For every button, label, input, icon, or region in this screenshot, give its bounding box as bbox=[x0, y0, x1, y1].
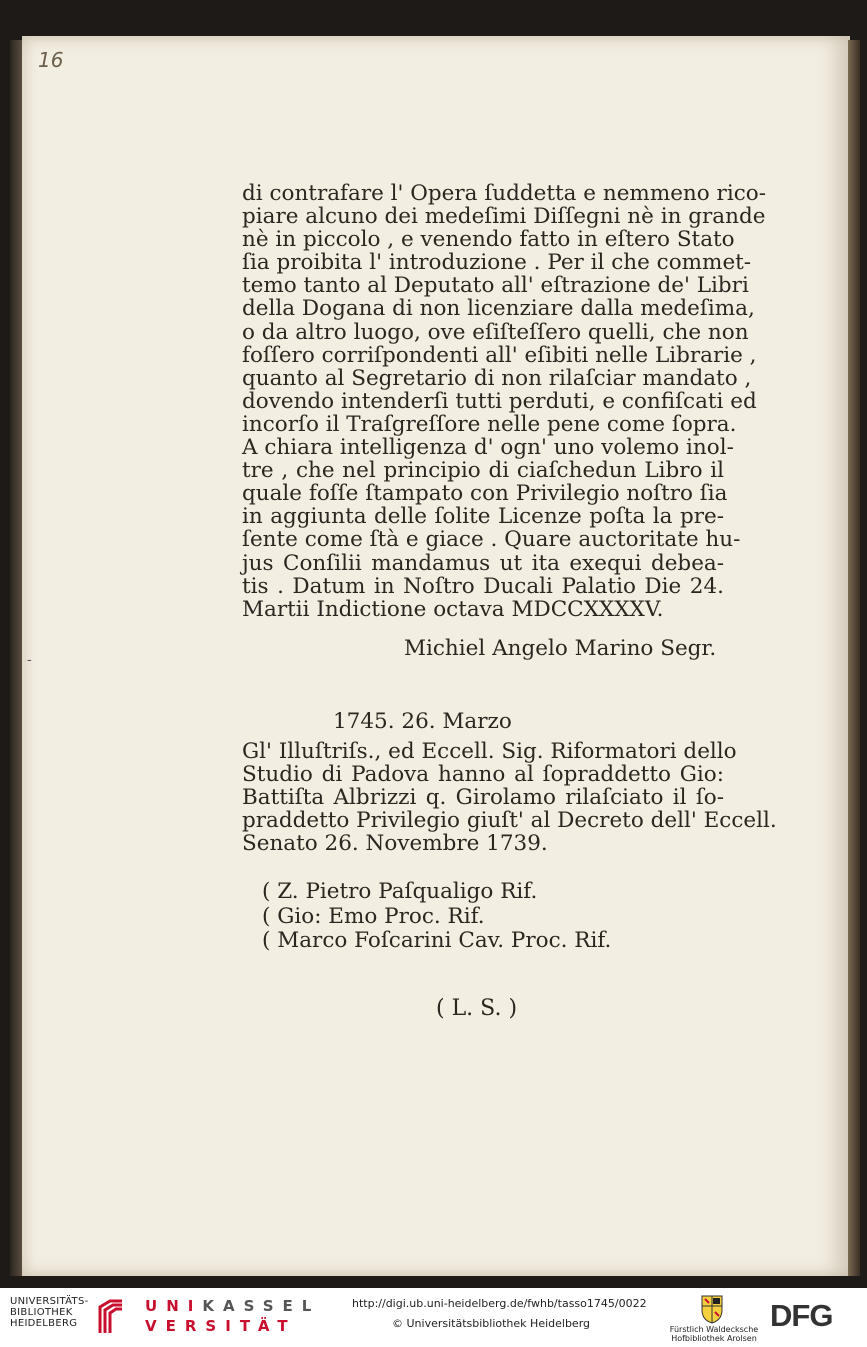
page-number: 16 bbox=[38, 48, 64, 72]
text-line: della Dogana di non licenziare dalla medeſima, bbox=[242, 296, 755, 322]
text-line: Battiſta Albrizzi q. Girolamo rilaſciato il ſo- bbox=[242, 785, 724, 811]
signatory: ( Marco Foſcarini Cav. Proc. Rif. bbox=[262, 928, 612, 953]
caption-line: Hofbibliothek Arolsen bbox=[671, 1334, 757, 1343]
text-line: Studio di Padova hanno al ſopraddetto Gio: bbox=[242, 762, 724, 788]
logo-line: BIBLIOTHEK bbox=[10, 1307, 73, 1318]
text-line: praddetto Privilegio giuſt' al Decreto dell' Eccell. bbox=[242, 808, 777, 834]
kassel-line-2: VERSITÄT bbox=[145, 1317, 297, 1335]
kassel-line-1: UNIKASSEL bbox=[145, 1297, 321, 1315]
text-line: tre , che nel principio di ciaſchedun Libro il bbox=[242, 458, 724, 484]
page-fore-edge bbox=[848, 40, 860, 1276]
text-line: ſente come ſtà e giace . Quare auctoritate hu- bbox=[242, 527, 741, 553]
permalink-url[interactable]: http://digi.ub.uni-heidelberg.de/fwhb/tasso1745/0022 bbox=[352, 1297, 647, 1310]
signatories-list bbox=[262, 880, 611, 954]
footer-bar bbox=[0, 1288, 867, 1347]
kassel-university-logo[interactable] bbox=[145, 1296, 320, 1336]
signatory: ( Gio: Emo Proc. Rif. bbox=[262, 903, 485, 929]
text-line: quanto al Segretario di non rilaſciar mandato , bbox=[242, 365, 752, 391]
text-line: o da altro luogo, ove eſiſteſſero quelli, che non bbox=[242, 319, 749, 345]
text-line: nè in piccolo , e venendo fatto in eſtero Stato bbox=[242, 227, 735, 253]
text-line: di contrafare l' Opera ſuddetta e nemmeno rico- bbox=[242, 181, 766, 206]
text-line: piare alcuno dei medeſimi Diſſegni nè in grande bbox=[242, 204, 766, 230]
heidelberg-library-icon bbox=[96, 1297, 126, 1337]
text-line: jus Conſilii mandamus ut ita exequi debea- bbox=[242, 550, 724, 576]
signature: Michiel Angelo Marino Segr. bbox=[404, 636, 717, 661]
decree-paragraph bbox=[242, 739, 777, 857]
copyright-notice: © Universitätsbibliothek Heidelberg bbox=[392, 1317, 591, 1330]
book-spine-edge bbox=[10, 40, 22, 1276]
logo-line: HEIDELBERG bbox=[10, 1318, 78, 1329]
text-line: tis . Datum in Noſtro Ducali Palatio Die 24. bbox=[242, 573, 724, 599]
caption-line: Fürstlich Waldecksche bbox=[669, 1325, 759, 1334]
text-line: Gl' Illuſtriſs., ed Eccell. Sig. Riformatori dello bbox=[242, 739, 737, 764]
body-paragraph bbox=[242, 181, 766, 622]
text-line: Martii Indictione octava MDCCXXXXV. bbox=[242, 596, 664, 622]
text-line: dovendo intenderſi tutti perduti, e confiſcati ed bbox=[242, 388, 757, 414]
signatory: ( Z. Pietro Paſqualigo Rif. bbox=[262, 879, 538, 904]
heidelberg-library-logo[interactable] bbox=[10, 1296, 89, 1329]
text-line: temo tanto al Deputato all' eſtrazione de' Libri bbox=[242, 273, 749, 299]
waldeck-crest-icon bbox=[700, 1292, 724, 1324]
dfg-logo[interactable]: DFG bbox=[770, 1298, 833, 1333]
margin-mark: - bbox=[27, 652, 32, 668]
text-line: quale foſſe ſtampato con Privilegio noſtro ſia bbox=[242, 481, 728, 507]
text-line: Senato 26. Novembre 1739. bbox=[242, 831, 548, 857]
text-line: ſia proibita l' introduzione . Per il che commet- bbox=[242, 250, 752, 276]
text-line: in aggiunta delle ſolite Licenze poſta la pre- bbox=[242, 504, 724, 530]
text-line: incorſo il Traſgreſſore nelle pene come ſopra. bbox=[242, 411, 737, 437]
text-line: A chiara intelligenza d' ogn' uno volemo inol- bbox=[242, 435, 734, 461]
text-line: foſſero corriſpondenti all' eſibiti nelle Librarie , bbox=[242, 342, 757, 368]
seal-mark: ( L. S. ) bbox=[436, 996, 518, 1021]
date-heading: 1745. 26. Marzo bbox=[333, 709, 512, 734]
crest-caption bbox=[668, 1325, 760, 1343]
logo-line: UNIVERSITÄTS- bbox=[10, 1296, 89, 1307]
